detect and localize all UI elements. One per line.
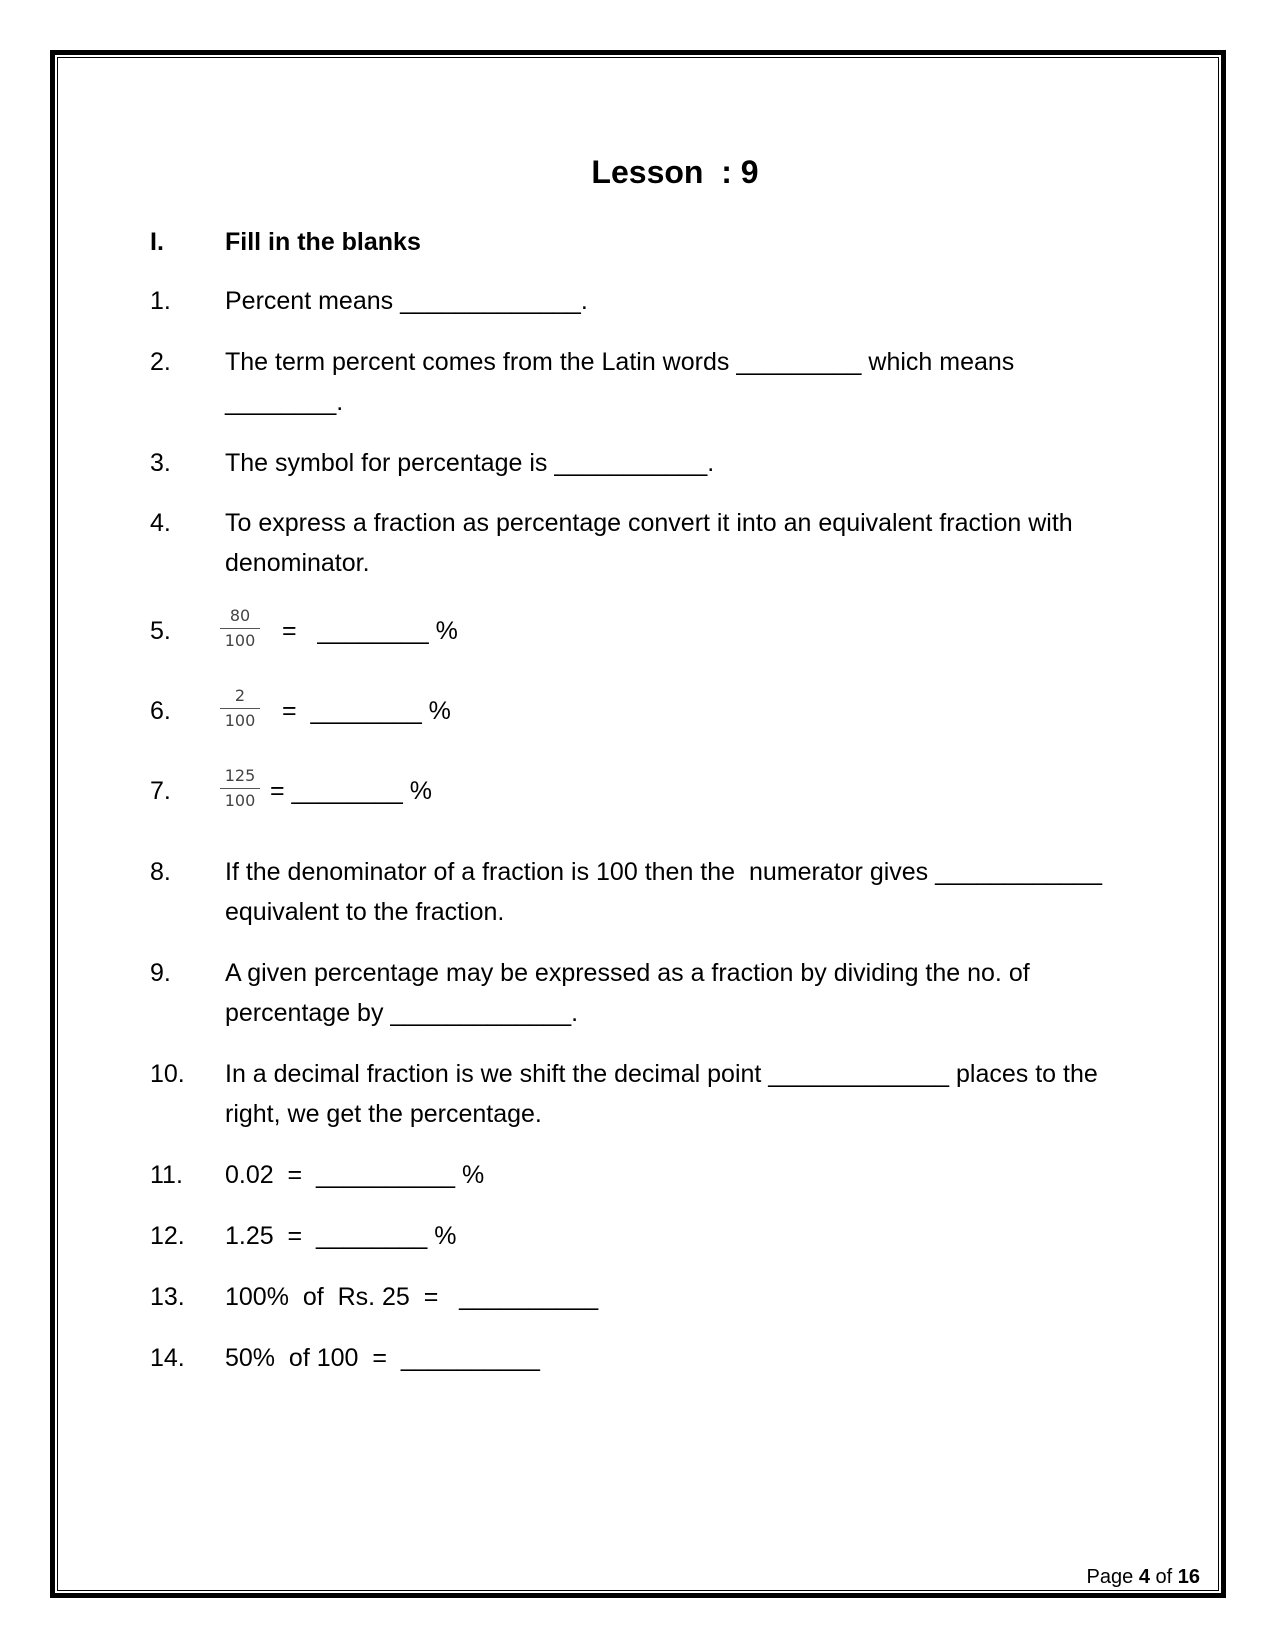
question-text: 1.25 = ________ % [225, 1222, 457, 1250]
fraction-numerator: 80 [229, 606, 251, 625]
fraction-denominator: 100 [224, 711, 256, 730]
question-number: 10. [150, 1060, 185, 1088]
question-text: Percent means _____________. [225, 287, 588, 315]
question-number: 13. [150, 1283, 185, 1311]
question-number: 5. [150, 617, 171, 645]
question-number: 12. [150, 1222, 185, 1250]
fraction-bar [220, 628, 260, 629]
question-number: 4. [150, 509, 171, 537]
question-number: 6. [150, 697, 171, 725]
of-label: of [1155, 1566, 1173, 1588]
question-text-continued: right, we get the percentage. [225, 1100, 542, 1128]
page-footer [1087, 1563, 1200, 1591]
question-number: 2. [150, 348, 171, 376]
fraction [218, 765, 262, 812]
fraction-numerator: 125 [224, 766, 256, 785]
question-number: 8. [150, 858, 171, 886]
question-number: 14. [150, 1344, 185, 1372]
question-text: 50% of 100 = __________ [225, 1344, 540, 1372]
question-number: 9. [150, 959, 171, 987]
question-text: A given percentage may be expressed as a fraction by dividing the no. of [225, 959, 1030, 987]
fraction-bar [220, 788, 260, 789]
fraction [218, 605, 262, 652]
question-text: 100% of Rs. 25 = __________ [225, 1283, 599, 1311]
question-text-continued: ________. [225, 388, 344, 416]
fraction-denominator: 100 [224, 791, 256, 810]
question-text: The symbol for percentage is ___________. [225, 449, 715, 477]
question-number: 7. [150, 777, 171, 805]
question-text-continued: equivalent to the fraction. [225, 898, 505, 926]
question-text-continued: percentage by _____________. [225, 999, 579, 1027]
question-text: If the denominator of a fraction is 100 then the numerator gives ____________ [225, 858, 1102, 886]
section-number: I. [150, 228, 164, 256]
fraction-denominator: 100 [224, 631, 256, 650]
question-text: In a decimal fraction is we shift the decimal point _____________ places to the [225, 1060, 1098, 1088]
question-text-continued: denominator. [225, 549, 370, 577]
total-pages: 16 [1177, 1566, 1200, 1588]
lesson-title: Lesson : 9 [591, 154, 759, 190]
question-number: 3. [150, 449, 171, 477]
question-number: 11. [150, 1161, 183, 1189]
question-text: The term percent comes from the Latin words _________ which means [225, 348, 1015, 376]
page-number: 4 [1138, 1566, 1150, 1588]
section-heading: Fill in the blanks [225, 228, 421, 256]
question-answer-blank: = ________ % [282, 617, 458, 645]
fraction-bar [220, 708, 260, 709]
fraction-numerator: 2 [234, 686, 246, 705]
question-text: To express a fraction as percentage convert it into an equivalent fraction with [225, 509, 1073, 537]
page-label: Page [1086, 1566, 1134, 1588]
fraction [218, 685, 262, 732]
question-text: 0.02 = __________ % [225, 1161, 485, 1189]
question-answer-blank: = ________ % [270, 777, 432, 805]
question-number: 1. [150, 287, 171, 315]
question-answer-blank: = ________ % [282, 697, 451, 725]
